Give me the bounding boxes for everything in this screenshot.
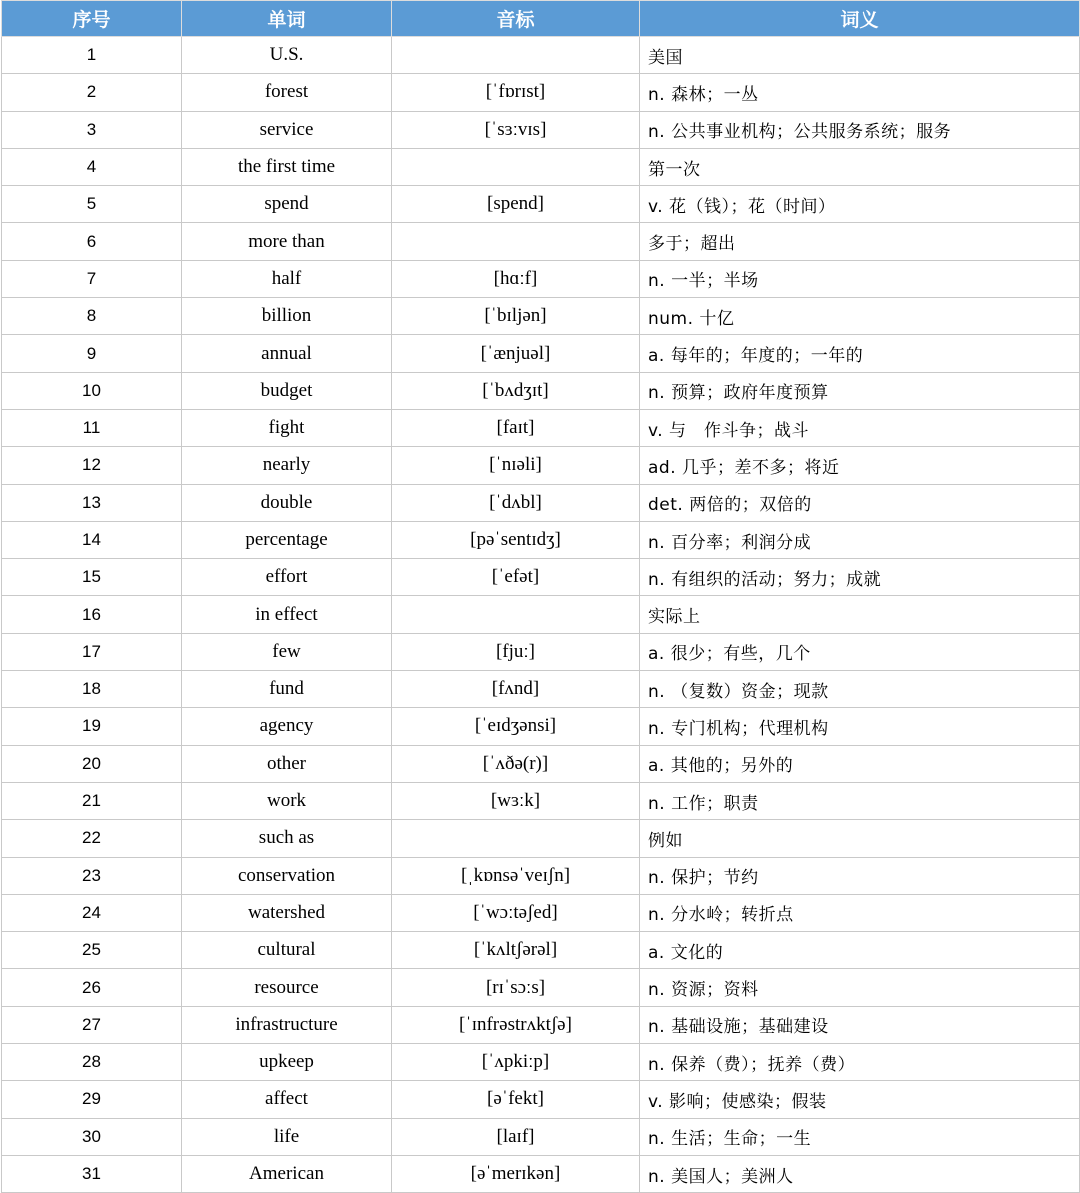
header-number: 序号 [2, 1, 182, 37]
table-row [2, 782, 1080, 819]
row-phonetic: [pəˈsentɪdʒ] [392, 521, 640, 558]
row-number: 13 [2, 484, 182, 521]
row-phonetic: [ˈfɒrɪst] [392, 74, 640, 111]
row-number: 14 [2, 521, 182, 558]
table-row [2, 596, 1080, 633]
row-number: 3 [2, 111, 182, 148]
row-meaning: n. 森林；一丛 [640, 74, 1080, 111]
row-phonetic: [ˈbɪljən] [392, 298, 640, 335]
table-row [2, 521, 1080, 558]
row-word: fund [182, 671, 392, 708]
table-row [2, 1006, 1080, 1043]
table-row [2, 932, 1080, 969]
header-row [2, 1, 1080, 37]
table-row [2, 559, 1080, 596]
row-word: life [182, 1118, 392, 1155]
row-number: 18 [2, 671, 182, 708]
table-row [2, 372, 1080, 409]
row-number: 28 [2, 1044, 182, 1081]
table-row [2, 671, 1080, 708]
table-row [2, 111, 1080, 148]
row-number: 26 [2, 969, 182, 1006]
row-meaning: a. 文化的 [640, 932, 1080, 969]
row-phonetic: [ˈdʌbl] [392, 484, 640, 521]
row-word: work [182, 782, 392, 819]
row-word: double [182, 484, 392, 521]
row-word: nearly [182, 447, 392, 484]
vocabulary-table [1, 0, 1080, 1193]
row-meaning: a. 其他的；另外的 [640, 745, 1080, 782]
row-phonetic: [fʌnd] [392, 671, 640, 708]
row-word: budget [182, 372, 392, 409]
table-row [2, 409, 1080, 446]
row-meaning: 实际上 [640, 596, 1080, 633]
row-word: the first time [182, 148, 392, 185]
row-phonetic: [wɜːk] [392, 782, 640, 819]
row-meaning: n. 基础设施；基础建设 [640, 1006, 1080, 1043]
row-number: 19 [2, 708, 182, 745]
row-word: watershed [182, 894, 392, 931]
row-word: infrastructure [182, 1006, 392, 1043]
row-number: 11 [2, 409, 182, 446]
row-word: fight [182, 409, 392, 446]
table-row [2, 969, 1080, 1006]
row-number: 1 [2, 37, 182, 74]
row-number: 16 [2, 596, 182, 633]
row-number: 23 [2, 857, 182, 894]
header-word: 单词 [182, 1, 392, 37]
row-meaning: n. 生活；生命；一生 [640, 1118, 1080, 1155]
row-word: cultural [182, 932, 392, 969]
row-word: upkeep [182, 1044, 392, 1081]
row-meaning: n. 预算；政府年度预算 [640, 372, 1080, 409]
row-number: 7 [2, 260, 182, 297]
row-meaning: n. 专门机构；代理机构 [640, 708, 1080, 745]
table-row [2, 1081, 1080, 1118]
row-word: such as [182, 820, 392, 857]
row-number: 20 [2, 745, 182, 782]
row-number: 27 [2, 1006, 182, 1043]
row-word: other [182, 745, 392, 782]
row-word: billion [182, 298, 392, 335]
row-phonetic: [spend] [392, 186, 640, 223]
row-number: 9 [2, 335, 182, 372]
row-phonetic: [rɪˈsɔːs] [392, 969, 640, 1006]
table-row [2, 633, 1080, 670]
table-row [2, 37, 1080, 74]
row-word: American [182, 1155, 392, 1192]
row-meaning: a. 很少；有些，几个 [640, 633, 1080, 670]
row-word: forest [182, 74, 392, 111]
row-phonetic: [ˈnɪəli] [392, 447, 640, 484]
table-row [2, 820, 1080, 857]
row-phonetic: [ˈɪnfrəstrʌktʃə] [392, 1006, 640, 1043]
row-phonetic: [fjuː] [392, 633, 640, 670]
row-meaning: a. 每年的；年度的；一年的 [640, 335, 1080, 372]
row-number: 12 [2, 447, 182, 484]
row-phonetic [392, 37, 640, 74]
table-row [2, 447, 1080, 484]
row-phonetic [392, 148, 640, 185]
row-phonetic: [ˈefət] [392, 559, 640, 596]
row-word: conservation [182, 857, 392, 894]
row-word: affect [182, 1081, 392, 1118]
header-phonetic: 音标 [392, 1, 640, 37]
row-number: 31 [2, 1155, 182, 1192]
row-phonetic [392, 223, 640, 260]
row-word: in effect [182, 596, 392, 633]
table-row [2, 260, 1080, 297]
row-meaning: n. 分水岭；转折点 [640, 894, 1080, 931]
row-meaning: n. 资源；资料 [640, 969, 1080, 1006]
row-number: 29 [2, 1081, 182, 1118]
table-row [2, 857, 1080, 894]
row-word: service [182, 111, 392, 148]
row-meaning: num. 十亿 [640, 298, 1080, 335]
row-word: percentage [182, 521, 392, 558]
row-number: 6 [2, 223, 182, 260]
row-word: few [182, 633, 392, 670]
row-phonetic: [ˈeɪdʒənsi] [392, 708, 640, 745]
row-number: 30 [2, 1118, 182, 1155]
row-word: agency [182, 708, 392, 745]
row-phonetic: [ˈʌðə(r)] [392, 745, 640, 782]
row-meaning: n. 公共事业机构；公共服务系统；服务 [640, 111, 1080, 148]
table-row [2, 894, 1080, 931]
table-row [2, 186, 1080, 223]
row-phonetic: [əˈfekt] [392, 1081, 640, 1118]
row-number: 2 [2, 74, 182, 111]
row-phonetic [392, 596, 640, 633]
table-body [2, 37, 1080, 1193]
row-word: spend [182, 186, 392, 223]
row-meaning: 美国 [640, 37, 1080, 74]
table-row [2, 745, 1080, 782]
row-number: 15 [2, 559, 182, 596]
row-meaning: v. 影响；使感染；假装 [640, 1081, 1080, 1118]
table-row [2, 1155, 1080, 1192]
row-number: 21 [2, 782, 182, 819]
row-number: 8 [2, 298, 182, 335]
table-row [2, 298, 1080, 335]
row-phonetic: [ˈbʌdʒɪt] [392, 372, 640, 409]
row-phonetic: [ˌkɒnsəˈveɪʃn] [392, 857, 640, 894]
row-meaning: 例如 [640, 820, 1080, 857]
row-phonetic: [ˈʌpkiːp] [392, 1044, 640, 1081]
row-meaning: n. 百分率；利润分成 [640, 521, 1080, 558]
table-row [2, 1044, 1080, 1081]
table-header [2, 1, 1080, 37]
row-meaning: 多于；超出 [640, 223, 1080, 260]
row-phonetic: [laɪf] [392, 1118, 640, 1155]
row-meaning: n. 保养（费）；抚养（费） [640, 1044, 1080, 1081]
table-row [2, 1118, 1080, 1155]
row-number: 4 [2, 148, 182, 185]
row-phonetic: [ˈsɜːvɪs] [392, 111, 640, 148]
row-meaning: v. 花（钱）；花（时间） [640, 186, 1080, 223]
table-row [2, 148, 1080, 185]
row-meaning: 第一次 [640, 148, 1080, 185]
table-row [2, 223, 1080, 260]
row-phonetic: [faɪt] [392, 409, 640, 446]
row-word: annual [182, 335, 392, 372]
row-meaning: v. 与 作斗争；战斗 [640, 409, 1080, 446]
row-number: 17 [2, 633, 182, 670]
row-meaning: n. 保护；节约 [640, 857, 1080, 894]
row-number: 5 [2, 186, 182, 223]
header-meaning: 词义 [640, 1, 1080, 37]
row-number: 22 [2, 820, 182, 857]
row-phonetic: [əˈmerɪkən] [392, 1155, 640, 1192]
row-word: U.S. [182, 37, 392, 74]
table-row [2, 484, 1080, 521]
row-meaning: n. 一半；半场 [640, 260, 1080, 297]
row-meaning: n. （复数）资金；现款 [640, 671, 1080, 708]
row-number: 25 [2, 932, 182, 969]
table-row [2, 74, 1080, 111]
row-meaning: det. 两倍的；双倍的 [640, 484, 1080, 521]
row-number: 24 [2, 894, 182, 931]
row-word: half [182, 260, 392, 297]
row-phonetic [392, 820, 640, 857]
row-phonetic: [ˈænjuəl] [392, 335, 640, 372]
row-meaning: ad. 几乎；差不多；将近 [640, 447, 1080, 484]
row-meaning: n. 有组织的活动；努力；成就 [640, 559, 1080, 596]
row-number: 10 [2, 372, 182, 409]
row-word: more than [182, 223, 392, 260]
row-phonetic: [hɑːf] [392, 260, 640, 297]
row-phonetic: [ˈwɔːtəʃed] [392, 894, 640, 931]
row-meaning: n. 美国人；美洲人 [640, 1155, 1080, 1192]
row-phonetic: [ˈkʌltʃərəl] [392, 932, 640, 969]
row-meaning: n. 工作；职责 [640, 782, 1080, 819]
table-row [2, 335, 1080, 372]
table-row [2, 708, 1080, 745]
row-word: resource [182, 969, 392, 1006]
row-word: effort [182, 559, 392, 596]
